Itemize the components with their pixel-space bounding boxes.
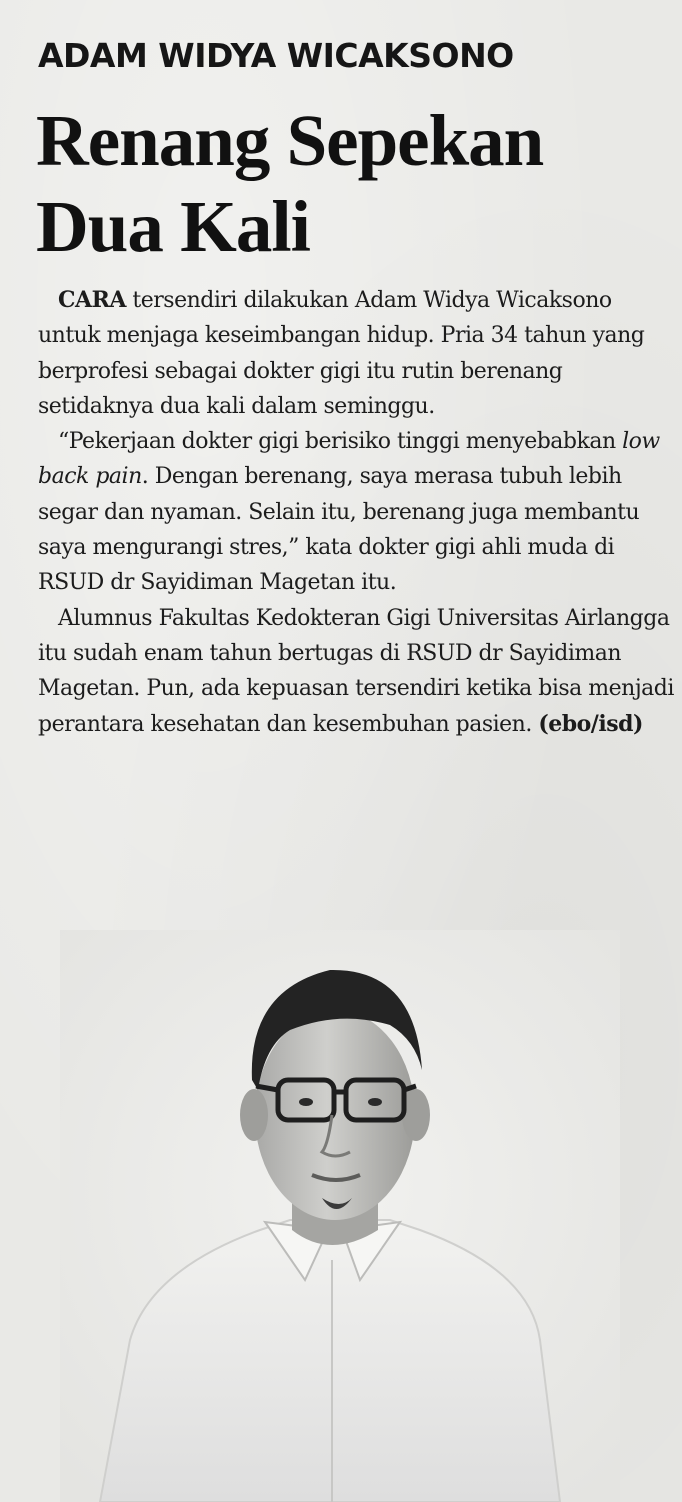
left-eye bbox=[299, 1098, 313, 1106]
paragraph-3 bbox=[38, 601, 678, 742]
paragraph-3-text: Alumnus Fakultas Kedokteran Gigi Universitas Airlangga itu sudah enam tahun bertugas di RSUD dr Sayidiman Magetan. Pun, ada kepuasan tersendiri ketika bisa menjadi perantara kesehatan dan kesembuhan pasien. bbox=[38, 605, 674, 737]
paragraph-1-text: tersendiri dilakukan Adam Widya Wicaksono untuk menjaga keseimbangan hidup. Pria 34 tahun yang berprofesi sebagai dokter gigi itu rutin berenang setidaknya dua kali dalam seminggu. bbox=[38, 288, 645, 419]
left-ear bbox=[240, 1089, 268, 1141]
right-eye bbox=[368, 1098, 382, 1106]
paragraph-2 bbox=[38, 424, 678, 600]
article-body bbox=[38, 283, 678, 742]
paragraph-1 bbox=[38, 283, 678, 424]
paragraph-2-italic: low back pain bbox=[38, 429, 660, 490]
portrait-photo bbox=[60, 930, 620, 1502]
article-kicker: ADAM WIDYA WICAKSONO bbox=[38, 36, 514, 75]
paragraph-2-before: “Pekerjaan dokter gigi berisiko tinggi menyebabkan bbox=[58, 429, 623, 455]
author-credit: (ebo/isd) bbox=[538, 710, 643, 737]
lead-word: CARA bbox=[58, 287, 126, 313]
paragraph-2-after: . Dengan berenang, saya merasa tubuh lebih segar dan nyaman. Selain itu, berenang juga membantu saya mengurangi stres,” kata dokter gigi ahli muda di RSUD dr Sayidiman Magetan itu. bbox=[38, 464, 640, 596]
article-headline: Renang Sepekan Dua Kali bbox=[36, 100, 544, 267]
